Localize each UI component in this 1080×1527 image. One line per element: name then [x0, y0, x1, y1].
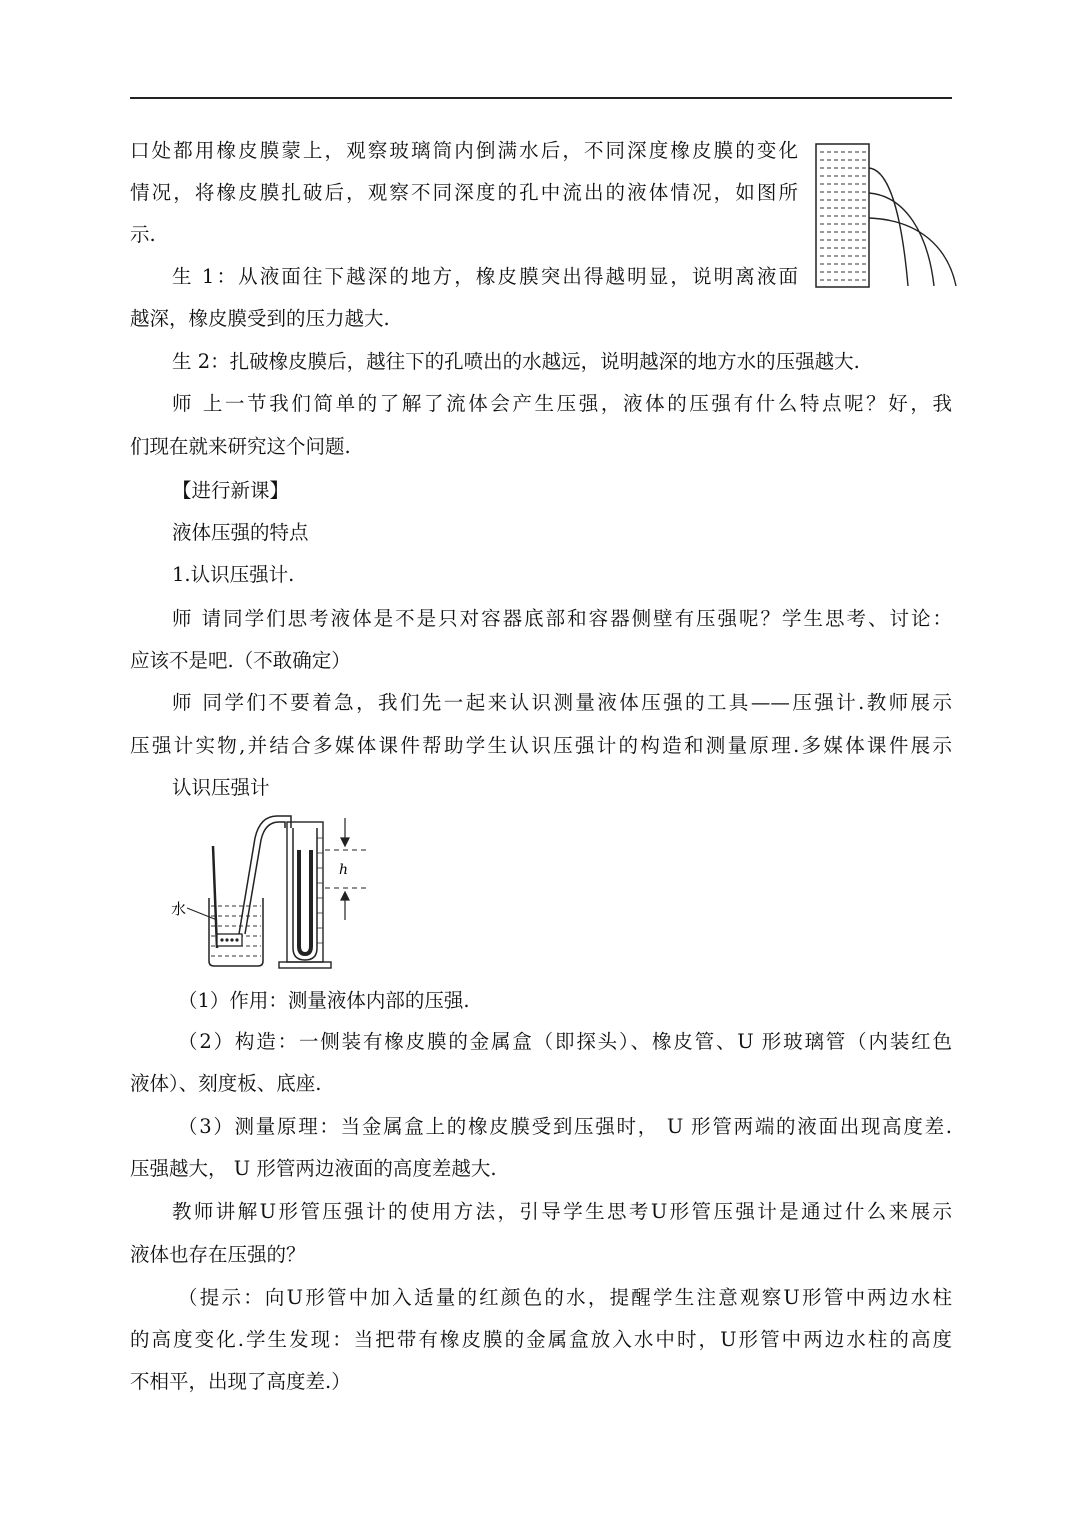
teacher4-line-1: 教师讲解U形管压强计的使用方法，引导学生思考U形管压强计是通过什么来展示: [172, 1200, 952, 1223]
intro-line-3: 示.: [130, 223, 156, 246]
student2-text: 生 2：扎破橡皮膜后，越往下的孔喷出的水越远，说明越深的地方水的压强越大.: [172, 350, 860, 373]
teacher3-line-1: 师 同学们不要着急，我们先一起来认识测量液体压强的工具——压强计.教师展示: [172, 691, 952, 714]
figure-caption: 认识压强计: [172, 776, 270, 799]
teacher3-line-2: 压强计实物,并结合多媒体课件帮助学生认识压强计的构造和测量原理.多媒体课件展示: [130, 734, 952, 757]
point-structure-line-1: （2）构造：一侧装有橡皮膜的金属盒（即探头）、橡皮管、U 形玻璃管（内装红色: [178, 1030, 952, 1053]
subsection-title: 1.认识压强计.: [172, 563, 295, 586]
teacher1-line-2: 们现在就来研究这个问题.: [130, 435, 351, 458]
intro-line-1: 口处都用橡皮膜蒙上，观察玻璃筒内倒满水后，不同深度橡皮膜的变化: [130, 139, 798, 162]
hint-line-1: （提示：向U形管中加入适量的红颜色的水，提醒学生注意观察U形管中两边水柱: [178, 1286, 952, 1309]
teacher4-line-2: 液体也存在压强的？: [130, 1243, 306, 1266]
teacher2-line-2: 应该不是吧.（不敢确定）: [130, 649, 351, 672]
point-principle-line-2: 压强越大， U 形管两边液面的高度差越大.: [130, 1157, 497, 1180]
header-rule: [130, 97, 952, 99]
topic-title: 液体压强的特点: [172, 521, 309, 544]
student1-line-1: 生 1：从液面往下越深的地方，橡皮膜突出得越明显，说明离液面: [172, 265, 798, 288]
teacher2-line-1: 师 请同学们思考液体是不是只对容器底部和容器侧壁有压强呢？学生思考、讨论：: [172, 607, 952, 630]
water-label: 水: [171, 900, 187, 918]
point-function: （1）作用：测量液体内部的压强.: [178, 989, 470, 1012]
teacher1-line-1: 师 上一节我们简单的了解了流体会产生压强，液体的压强有什么特点呢？好，我: [172, 392, 952, 415]
intro-line-2: 情况，将橡皮膜扎破后，观察不同深度的孔中流出的液体情况，如图所: [130, 181, 798, 204]
height-label: h: [339, 862, 349, 878]
pressure-gauge-figure: [165, 808, 385, 978]
point-principle-line-1: （3）测量原理：当金属盒上的橡皮膜受到压强时， U 形管两端的液面出现高度差.: [178, 1115, 952, 1138]
point-structure-line-2: 液体）、刻度板、底座.: [130, 1072, 322, 1095]
section-heading: 【进行新课】: [172, 479, 290, 502]
hint-line-2: 的高度变化.学生发现：当把带有橡皮膜的金属盒放入水中时，U形管中两边水柱的高度: [130, 1328, 952, 1351]
hint-line-3: 不相平，出现了高度差.）: [130, 1370, 351, 1393]
student1-line-2: 越深，橡皮膜受到的压力越大.: [130, 307, 390, 330]
cylinder-jets-figure: [810, 138, 962, 296]
